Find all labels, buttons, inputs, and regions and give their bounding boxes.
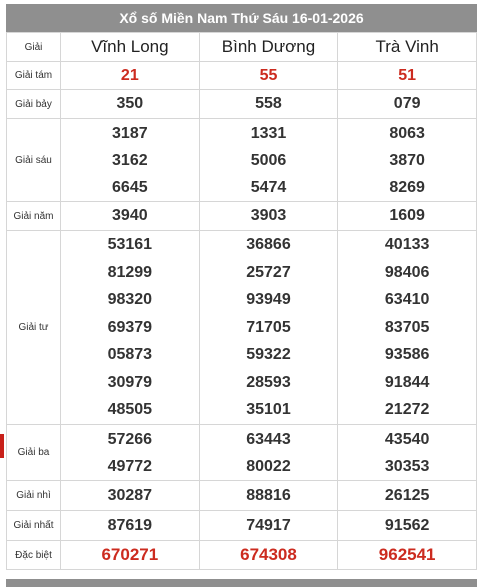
prize-number: 26125 (384, 486, 430, 504)
prize-number: 91844 (384, 373, 430, 391)
prize-number: 71705 (246, 318, 291, 336)
prize-number: 1331 (250, 124, 287, 142)
special-prize-number: 670271 (101, 544, 159, 564)
prize-number: 93949 (246, 291, 291, 309)
prize-number: 35101 (246, 401, 291, 419)
prize-label: Giải sáu (7, 119, 61, 202)
prize-cell (338, 119, 477, 202)
prize-label: Giải nhì (7, 481, 61, 511)
prize-number: 93586 (384, 346, 430, 364)
prize-number: 30287 (107, 486, 153, 504)
prize-row-nam (7, 202, 477, 231)
prize-number: 5474 (250, 178, 287, 196)
result-title: Xổ số Miền Nam Thứ Sáu 16-01-2026 (6, 4, 477, 32)
prize-label: Giải bảy (7, 90, 61, 119)
prize-number: 3870 (389, 151, 425, 169)
prize-row-nhat (7, 511, 477, 541)
prize-number: 63410 (384, 291, 430, 309)
prize-number: 40133 (384, 236, 430, 254)
prize-number: 3187 (112, 124, 148, 142)
prize-label: Giải tư (7, 231, 61, 425)
prize-label: Giải tám (7, 62, 61, 90)
prize-number: 3162 (112, 151, 148, 169)
prize-row-ba (7, 425, 477, 481)
table-header-row (7, 33, 477, 62)
prize-row-bay (7, 90, 477, 119)
prize-number: 25727 (246, 263, 291, 281)
prize-label: Giải năm (7, 202, 61, 231)
prize-number: 53161 (107, 236, 153, 254)
prize-number: 88816 (246, 486, 291, 504)
prize-number: 21272 (384, 401, 430, 419)
prize-cell (338, 425, 477, 481)
prize-cell (61, 231, 200, 425)
prize-label: Giải nhất (7, 511, 61, 541)
province-header[interactable]: Trà Vinh (338, 33, 477, 62)
prize-number: 8269 (389, 178, 425, 196)
prize-number: 3940 (112, 207, 148, 224)
prize-number: 80022 (246, 457, 291, 475)
prize-row-dac-biet (7, 541, 477, 570)
prize-number: 48505 (107, 401, 153, 419)
prize-number: 30979 (107, 373, 153, 391)
prize-number: 36866 (246, 236, 291, 254)
prize-column-header: Giải (7, 33, 61, 62)
prize-number: 6645 (112, 178, 148, 196)
province-header[interactable]: Bình Dương (199, 33, 338, 62)
prize-number: 91562 (384, 516, 430, 534)
prize-cell (199, 425, 338, 481)
prize-number: 30353 (384, 457, 430, 475)
prize-row-sau (7, 119, 477, 202)
prize-number: 5006 (250, 151, 287, 169)
province-header[interactable]: Vĩnh Long (61, 33, 200, 62)
special-prize-number: 674308 (240, 544, 297, 564)
prize-number: 98406 (384, 263, 430, 281)
prize-row-nhi (7, 481, 477, 511)
prize-number: 28593 (246, 373, 291, 391)
result-table (6, 32, 477, 570)
prize-number: 57266 (107, 430, 153, 448)
lottery-result-card (6, 4, 477, 570)
prize-number: 350 (116, 95, 144, 112)
special-prize-number: 962541 (378, 544, 436, 564)
prize-row-tu (7, 231, 477, 425)
prize-number: 59322 (246, 346, 291, 364)
prize-number: 05873 (107, 346, 153, 364)
prize-number: 74917 (246, 516, 291, 534)
prize-label: Giải ba (7, 425, 61, 481)
prize-number: 3903 (250, 207, 287, 224)
prize-number: 8063 (389, 124, 425, 142)
left-edge-marker (0, 434, 4, 458)
prize-number: 079 (393, 95, 421, 112)
prize-cell (61, 119, 200, 202)
prize-number: 83705 (384, 318, 430, 336)
prize-number: 558 (255, 95, 282, 112)
prize-number: 81299 (107, 263, 153, 281)
prize-number: 63443 (246, 430, 291, 448)
prize-number: 43540 (384, 430, 430, 448)
prize-number: 69379 (107, 318, 153, 336)
prize-label: Đặc biệt (7, 541, 61, 570)
prize-cell (199, 231, 338, 425)
prize-number: 87619 (107, 516, 153, 534)
prize-number: 21 (120, 66, 139, 84)
prize-cell (199, 119, 338, 202)
prize-row-tam (7, 62, 477, 90)
prize-number: 1609 (389, 207, 425, 224)
prize-cell (61, 425, 200, 481)
prize-number: 55 (259, 66, 278, 84)
prize-number: 51 (398, 66, 417, 84)
prize-number: 49772 (107, 457, 153, 475)
footer-bar (6, 579, 477, 587)
prize-number: 98320 (107, 291, 153, 309)
prize-cell (338, 231, 477, 425)
